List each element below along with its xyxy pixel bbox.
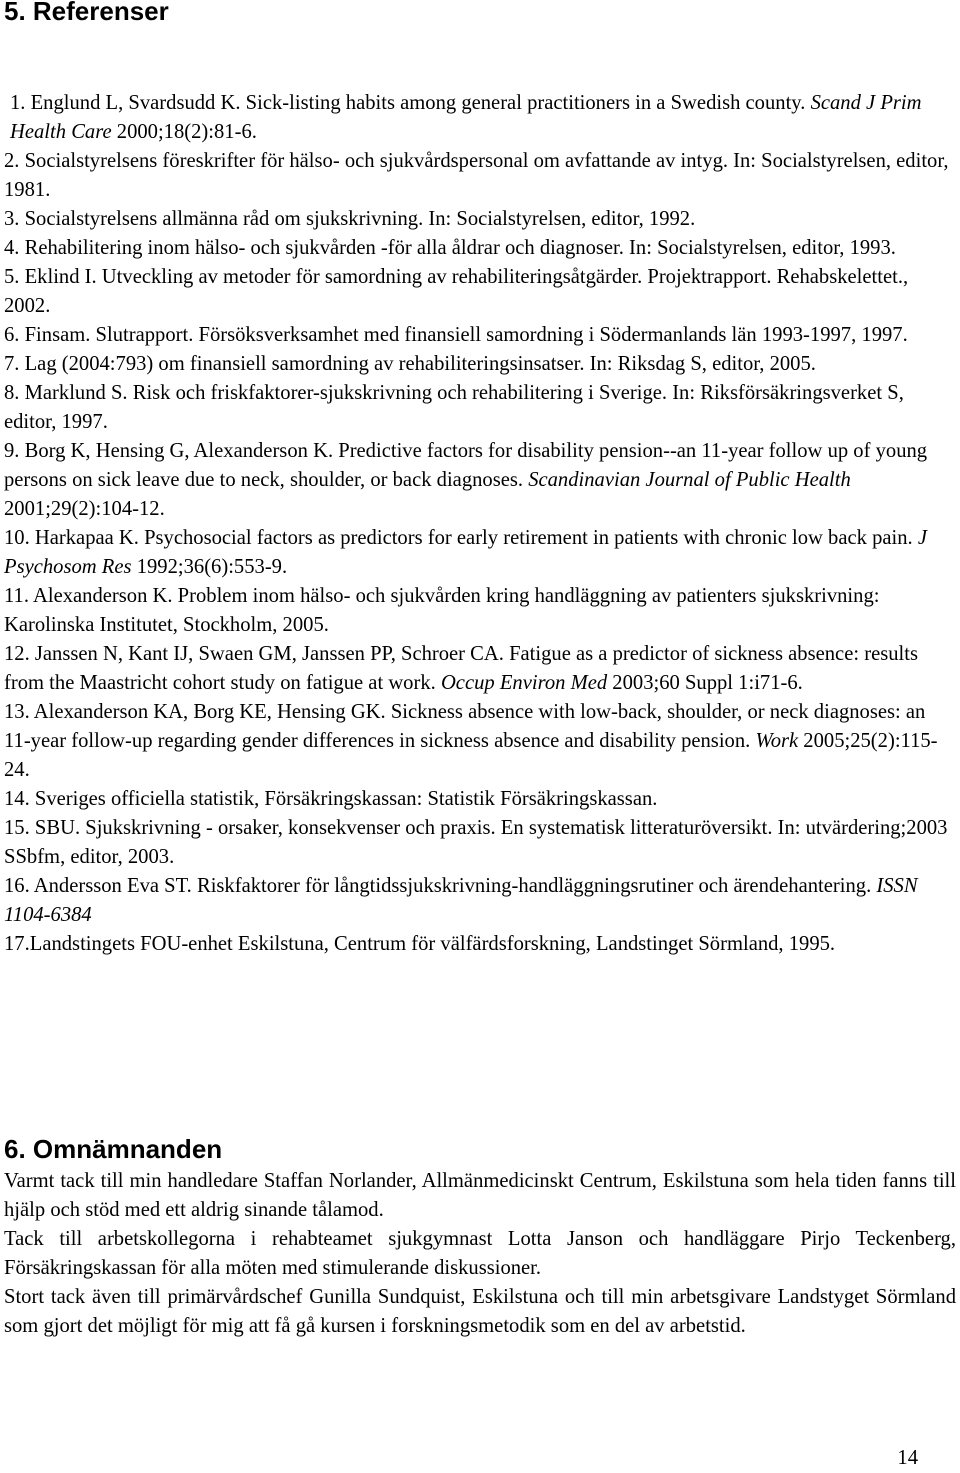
reference-item [4, 89, 956, 147]
reference-text: 16. Andersson Eva ST. Riskfaktorer för långtidssjukskrivning-handläggningsrutiner och ärendehantering. [4, 875, 877, 897]
reference-text: 5. Eklind I. Utveckling av metoder för samordning av rehabiliteringsåtgärder. Projektrapport. Rehabskelettet., 2002. [4, 266, 909, 317]
references-heading: 5. Referenser [4, 0, 169, 26]
reference-text: 14. Sveriges officiella statistik, Försäkringskassan: Statistik Försäkringskassan. [4, 788, 658, 810]
reference-text: 4. Rehabilitering inom hälso- och sjukvården -för alla åldrar och diagnoser. In: Socialstyrelsen, editor, 1993. [4, 237, 896, 259]
reference-list [4, 89, 956, 959]
reference-text: 3. Socialstyrelsens allmänna råd om sjukskrivning. In: Socialstyrelsen, editor, 1992. [4, 208, 696, 230]
reference-item [4, 640, 956, 698]
acknowledgements-body [4, 1167, 956, 1341]
reference-text: 8. Marklund S. Risk och friskfaktorer-sjukskrivning och rehabilitering i Sverige. In: Riksförsäkringsverket S, editor, 1997. [4, 382, 904, 433]
reference-item [4, 321, 956, 350]
page-number: 14 [897, 1447, 918, 1469]
reference-item [4, 698, 956, 785]
journal-title: Scandinavian Journal of Public Health [528, 469, 851, 491]
reference-item [4, 437, 956, 524]
citation-details: 1992;36(6):553-9. [131, 556, 288, 578]
reference-text: 17.Landstingets FOU-enhet Eskilstuna, Centrum för välfärdsforskning, Landstinget Sörmland, 1995. [4, 933, 836, 955]
reference-text: 6. Finsam. Slutrapport. Försöksverksamhet med finansiell samordning i Södermanlands län 1993-1997, 1997. [4, 324, 908, 346]
reference-item [4, 147, 956, 205]
acknowledgement-paragraph: Stort tack även till primärvårdschef Gunilla Sundquist, Eskilstuna och till min arbetsgivare Landstyget Sörmland som gjort det möjligt för mig att få gå kursen i forskningsmetodik som en del av arbetstid. [4, 1286, 956, 1337]
citation-details: 2005;25(2):115-24. [4, 730, 938, 781]
reference-item [4, 234, 956, 263]
reference-text: 13. Alexanderson KA, Borg KE, Hensing GK. Sickness absence with low-back, shoulder, or neck diagnoses: an 11-year follow-up regarding gender differences in sickness absence and disability pension. [4, 701, 926, 752]
journal-title: ISSN 1104-6384 [4, 875, 918, 926]
reference-text: 7. Lag (2004:793) om finansiell samordning av rehabiliteringsinsatser. In: Riksdag S, editor, 2005. [4, 353, 816, 375]
reference-text: 10. Harkapaa K. Psychosocial factors as predictors for early retirement in patients with chronic low back pain. [4, 527, 918, 549]
journal-title: J Psychosom Res [4, 527, 927, 578]
reference-text: 2. Socialstyrelsens föreskrifter för hälso- och sjukvårdspersonal om avfattande av intyg. In: Socialstyrelsen, editor, 1981. [4, 150, 949, 201]
reference-item [4, 205, 956, 234]
citation-details: 2000;18(2):81-6. [111, 121, 257, 143]
reference-item [4, 263, 956, 321]
citation-details: 2001;29(2):104-12. [4, 498, 165, 520]
reference-item [4, 872, 956, 930]
reference-text: 1. Englund L, Svardsudd K. Sick-listing habits among general practitioners in a Swedish county. [10, 92, 811, 114]
reference-item [4, 350, 956, 379]
reference-text: 9. Borg K, Hensing G, Alexanderson K. Predictive factors for disability pension--an 11-year follow up of young persons on sick leave due to neck, shoulder, or back diagnoses. [4, 440, 928, 491]
citation-details: 2003;60 Suppl 1:i71-6. [607, 672, 803, 694]
reference-text: 12. Janssen N, Kant IJ, Swaen GM, Janssen PP, Schroer CA. Fatigue as a predictor of sickness absence: results from the Maastricht cohort study on fatigue at work. [4, 643, 918, 694]
acknowledgement-paragraph: Tack till arbetskollegorna i rehabteamet sjukgymnast Lotta Janson och handläggare Pirjo Teckenberg, Försäkringskassan för alla möten med stimulerande diskussioner. [4, 1228, 956, 1279]
journal-title: Scand J Prim Health Care [10, 92, 922, 143]
journal-title: Work [755, 730, 799, 752]
reference-item [4, 524, 956, 582]
reference-item [4, 379, 956, 437]
reference-item [4, 814, 956, 872]
journal-title: Occup Environ Med [440, 672, 608, 694]
reference-text: 15. SBU. Sjukskrivning - orsaker, konsekvenser och praxis. En systematisk litteraturöversikt. In: utvärdering;2003 SSbfm, editor, 2003. [4, 817, 948, 868]
reference-item [4, 582, 956, 640]
reference-item [4, 785, 956, 814]
acknowledgements-heading: 6. Omnämnanden [4, 1134, 223, 1164]
acknowledgement-paragraph: Varmt tack till min handledare Staffan Norlander, Allmänmedicinskt Centrum, Eskilstuna som hela tiden fanns till hjälp och stöd med ett aldrig sinande tålamod. [4, 1170, 956, 1221]
reference-text: 11. Alexanderson K. Problem inom hälso- och sjukvården kring handläggning av patienters sjukskrivning: Karolinska Institutet, Stockholm, 2005. [4, 585, 880, 636]
reference-item [4, 930, 956, 959]
